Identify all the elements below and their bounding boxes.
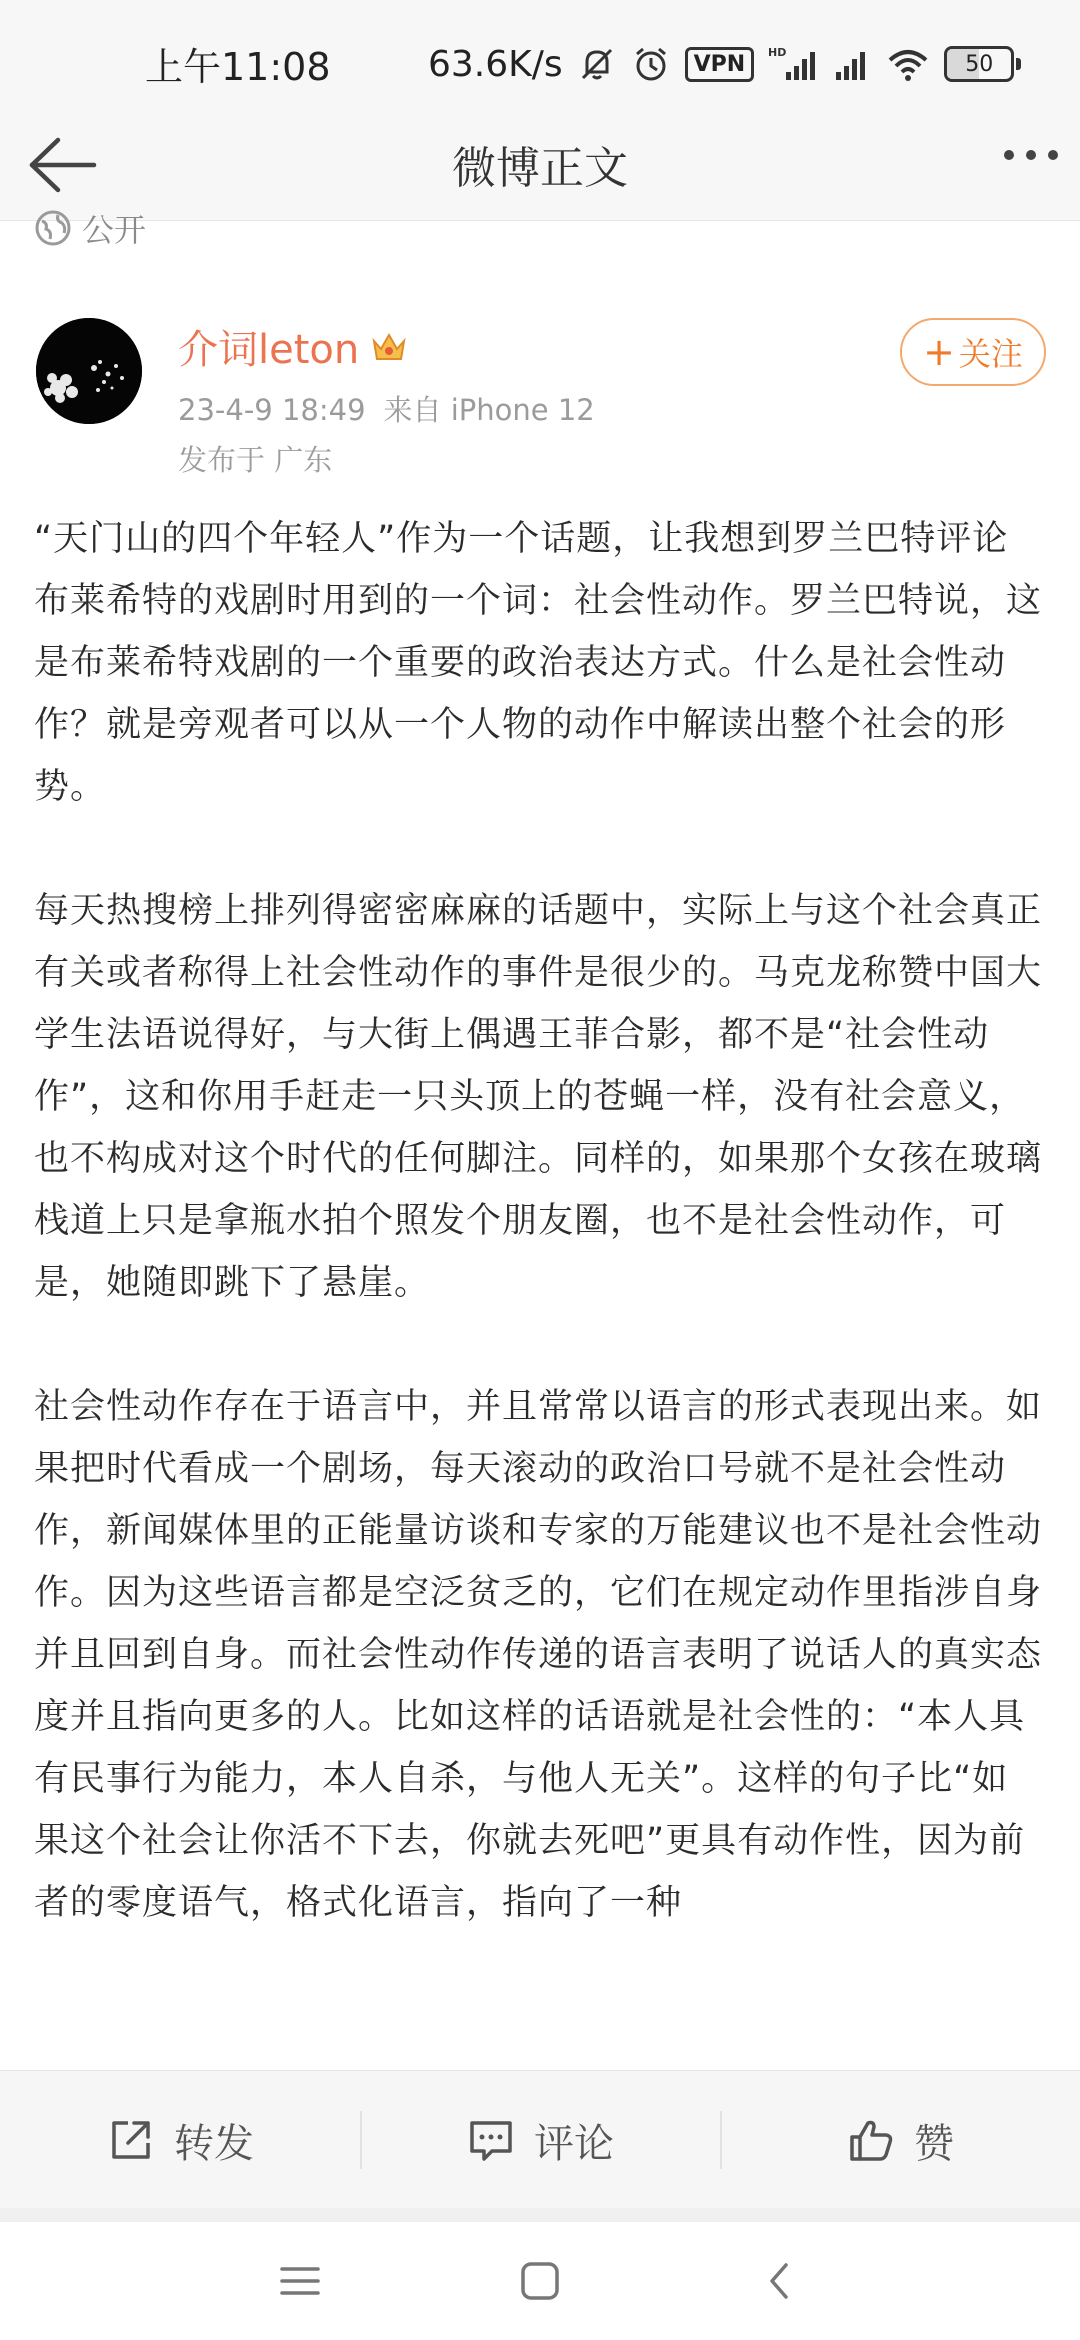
alarm-icon <box>631 44 671 84</box>
post-body <box>34 508 1044 1996</box>
system-back-button[interactable] <box>750 2251 810 2311</box>
like-button[interactable] <box>720 2071 1080 2209</box>
post-meta <box>178 388 595 429</box>
repost-label: 转发 <box>174 2120 254 2167</box>
author-name[interactable] <box>178 318 409 375</box>
wifi-icon <box>886 44 930 84</box>
post-paragraph: 社会性动作存在于语言中，并且常常以语言的形式表现出来。如果把时代看成一个剧场，每天滚动的政治口号就不是社会性动作，新闻媒体里的正能量访谈和专家的万能建议也不是社会性动作。因为这些语言都是空泛贫乏的，它们在规定动作里指涉自身并且回到自身。而社会性动作传递的语言表明了说话人的真实态度并且指向更多的人。比如这样的话语就是社会性的：“本人具有民事行为能力，本人自杀，与他人无关”。这样的句子比“如果这个社会让你活不下去，你就去死吧”更具有动作性，因为前者的零度语气，格式化语言，指向了一种 <box>34 1387 1043 1923</box>
home-square-icon <box>518 2259 562 2303</box>
visibility-indicator <box>34 208 146 248</box>
post-action-bar <box>0 2070 1080 2209</box>
signal-icon <box>832 44 872 84</box>
status-bar <box>0 0 1080 110</box>
status-time: 上午11:08 <box>145 45 331 89</box>
vip-crown-icon <box>369 327 409 367</box>
more-options-button[interactable] <box>1004 150 1058 160</box>
globe-icon <box>34 209 72 247</box>
thumbs-up-icon <box>846 2115 896 2165</box>
post-paragraph: 每天热搜榜上排列得密密麻麻的话题中，实际上与这个社会真正有关或者称得上社会性动作的事件是很少的。马克龙称赞中国大学生法语说得好，与大街上偶遇王菲合影，都不是“社会性动作”，这和你用手赶走一只头顶上的苍蝇一样，没有社会意义，也不构成对这个时代的任何脚注。同样的，如果那个女孩在玻璃栈道上只是拿瓶水拍个照发个朋友圈，也不是社会性动作，可是，她随即跳下了悬崖。 <box>34 891 1043 1303</box>
chevron-left-icon <box>758 2259 802 2303</box>
follow-label: 关注 <box>958 335 1023 373</box>
network-speed: 63.6K/s <box>428 43 563 85</box>
follow-button[interactable] <box>900 318 1046 386</box>
comment-button[interactable] <box>360 2071 720 2209</box>
avatar[interactable] <box>36 318 142 424</box>
visibility-label: 公开 <box>82 211 147 248</box>
like-label: 赞 <box>914 2120 954 2167</box>
hd-signal-icon <box>768 44 818 84</box>
svg-text:HD: HD <box>768 46 787 59</box>
page-title: 微博正文 <box>452 143 628 194</box>
post-location: 发布于 广东 <box>178 443 333 477</box>
post-source: 来自 iPhone 12 <box>383 393 595 427</box>
share-icon <box>106 2115 156 2165</box>
plus-icon: + <box>923 330 955 374</box>
more-dots-icon <box>1004 150 1014 160</box>
avatar-image <box>36 318 142 424</box>
author-name-text: 介词leton <box>178 327 360 373</box>
top-nav-bar <box>0 110 1080 221</box>
vpn-icon: VPN <box>685 47 755 82</box>
repost-button[interactable] <box>0 2071 360 2209</box>
battery-level: 50 <box>965 51 994 77</box>
menu-button[interactable] <box>270 2251 330 2311</box>
battery-icon <box>944 46 1021 82</box>
system-nav-bar <box>0 2222 1080 2340</box>
comment-icon <box>466 2115 516 2165</box>
post-paragraph: “天门山的四个年轻人”作为一个话题，让我想到罗兰巴特评论布莱希特的戏剧时用到的一个词：社会性动作。罗兰巴特说，这是布莱希特戏剧的一个重要的政治表达方式。什么是社会性动作？就是旁观者可以从一个人物的动作中解读出整个社会的形势。 <box>34 519 1043 807</box>
post-timestamp: 23-4-9 18:49 <box>178 393 366 427</box>
comment-label: 评论 <box>534 2120 614 2167</box>
status-icons <box>428 36 1021 92</box>
mute-bell-icon <box>577 44 617 84</box>
divider <box>0 2208 1080 2222</box>
home-button[interactable] <box>510 2251 570 2311</box>
menu-icon <box>278 2261 322 2301</box>
